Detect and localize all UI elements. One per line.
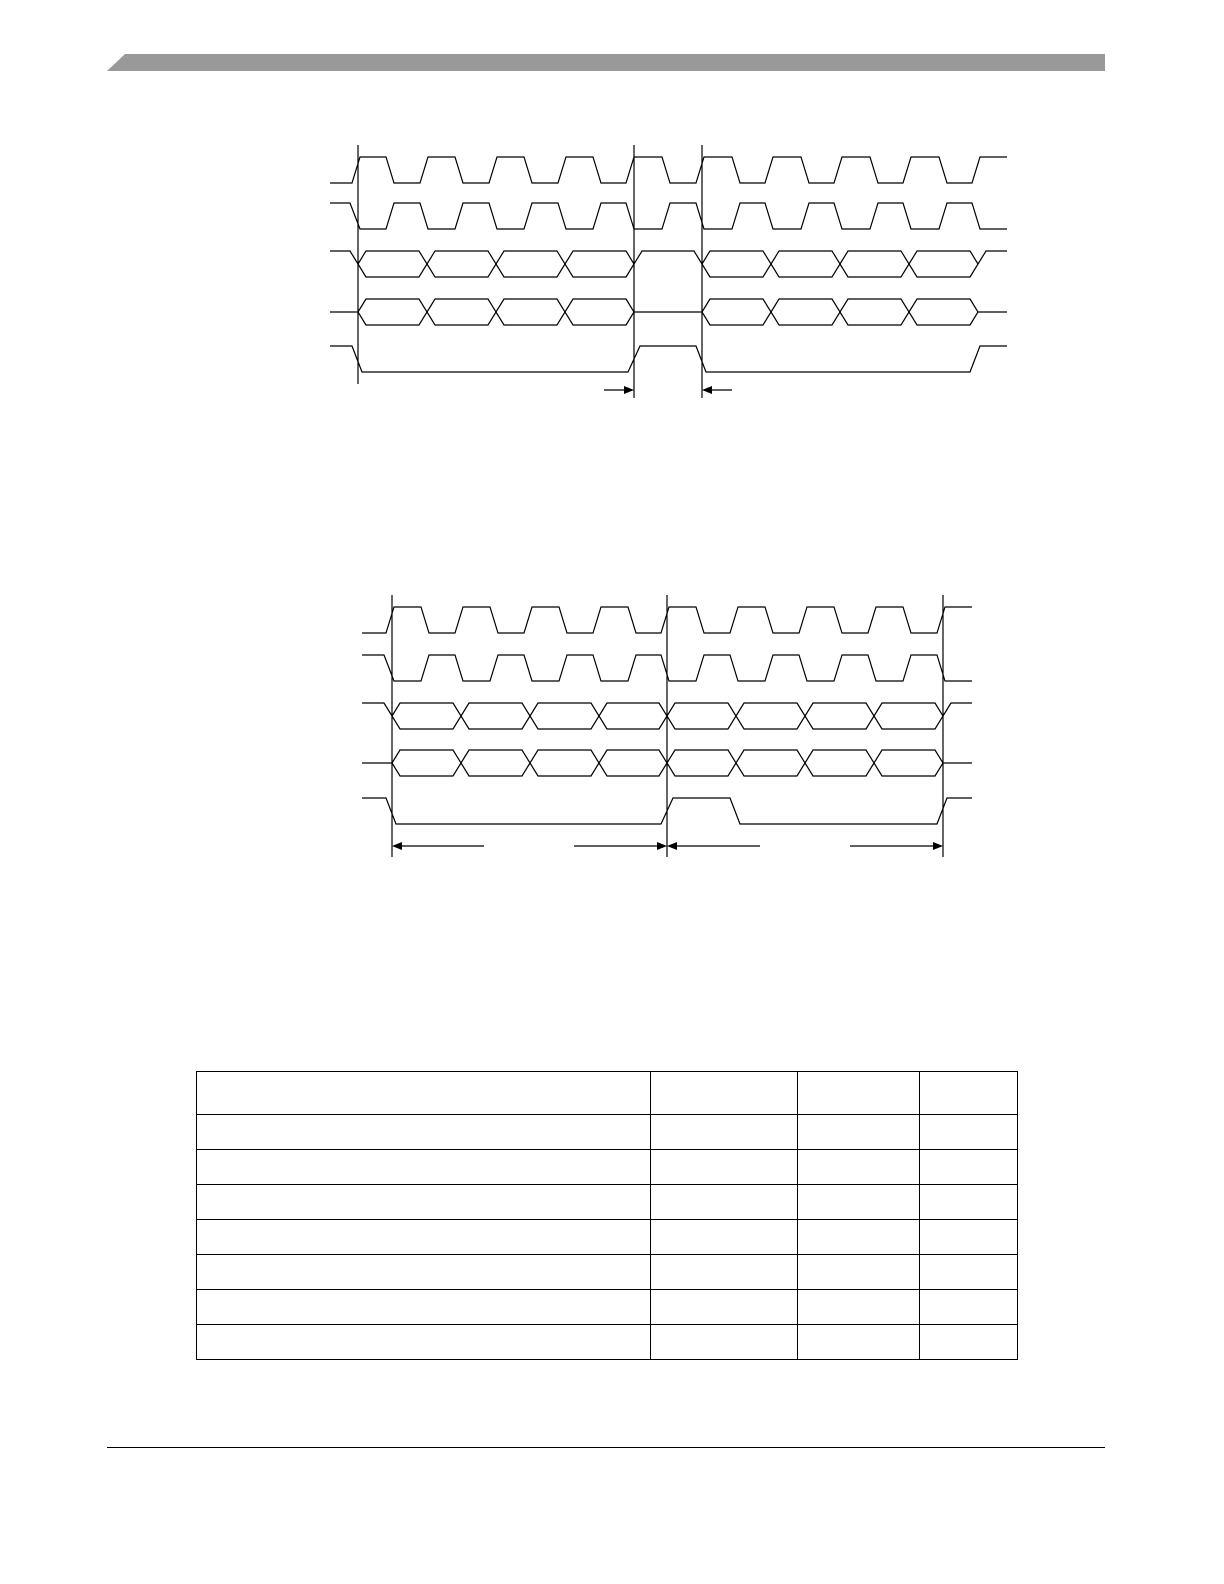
clock-b-wave [330,203,1007,229]
table-cell [197,1220,651,1255]
gap-arrow-right [702,386,732,394]
table-cell [197,1150,651,1185]
table-row [197,1220,1018,1255]
table-row [197,1115,1018,1150]
table-cell [197,1325,651,1360]
table-header-cell [651,1072,798,1115]
clock-a-wave [330,157,1007,183]
table-cell [798,1185,920,1220]
timing-diagram-2 [0,580,1224,860]
table-cell [920,1325,1018,1360]
table-cell [920,1185,1018,1220]
table-row [197,1255,1018,1290]
header-bar-shape [107,54,1105,71]
table-row [197,1150,1018,1185]
table-cell [197,1185,651,1220]
gap-arrow-left [604,386,634,394]
table-header-cell [920,1072,1018,1115]
table-cell [651,1290,798,1325]
table-cell [651,1150,798,1185]
data-b-wave [330,299,1007,325]
table-cell [651,1255,798,1290]
table-cell [798,1290,920,1325]
table-cell [920,1255,1018,1290]
table-cell [798,1115,920,1150]
table-cell [197,1115,651,1150]
table-header-cell [197,1072,651,1115]
table-cell [651,1115,798,1150]
timing-diagram-1 [0,130,1224,410]
waveforms [330,157,1007,372]
span-arrow-2 [667,842,943,850]
footer-rule [107,1447,1105,1448]
table-header-cell [798,1072,920,1115]
table-cell [197,1255,651,1290]
specification-table [196,1071,1018,1360]
table-cell [651,1325,798,1360]
select-wave [330,346,1007,372]
table-cell [798,1220,920,1255]
table-cell [798,1255,920,1290]
table-cell [798,1325,920,1360]
table-row [197,1185,1018,1220]
table-cell [920,1290,1018,1325]
table-cell [197,1290,651,1325]
table-row [197,1290,1018,1325]
table-cell [920,1220,1018,1255]
table-cell [920,1150,1018,1185]
table-cell [920,1115,1018,1150]
table-cell [651,1220,798,1255]
page-header-bar [0,0,1224,80]
table-cell [651,1185,798,1220]
table-cell [798,1150,920,1185]
table-header-row [197,1072,1018,1115]
data-a-wave [330,251,1007,277]
table-row [197,1325,1018,1360]
span-arrow-1 [392,842,667,850]
